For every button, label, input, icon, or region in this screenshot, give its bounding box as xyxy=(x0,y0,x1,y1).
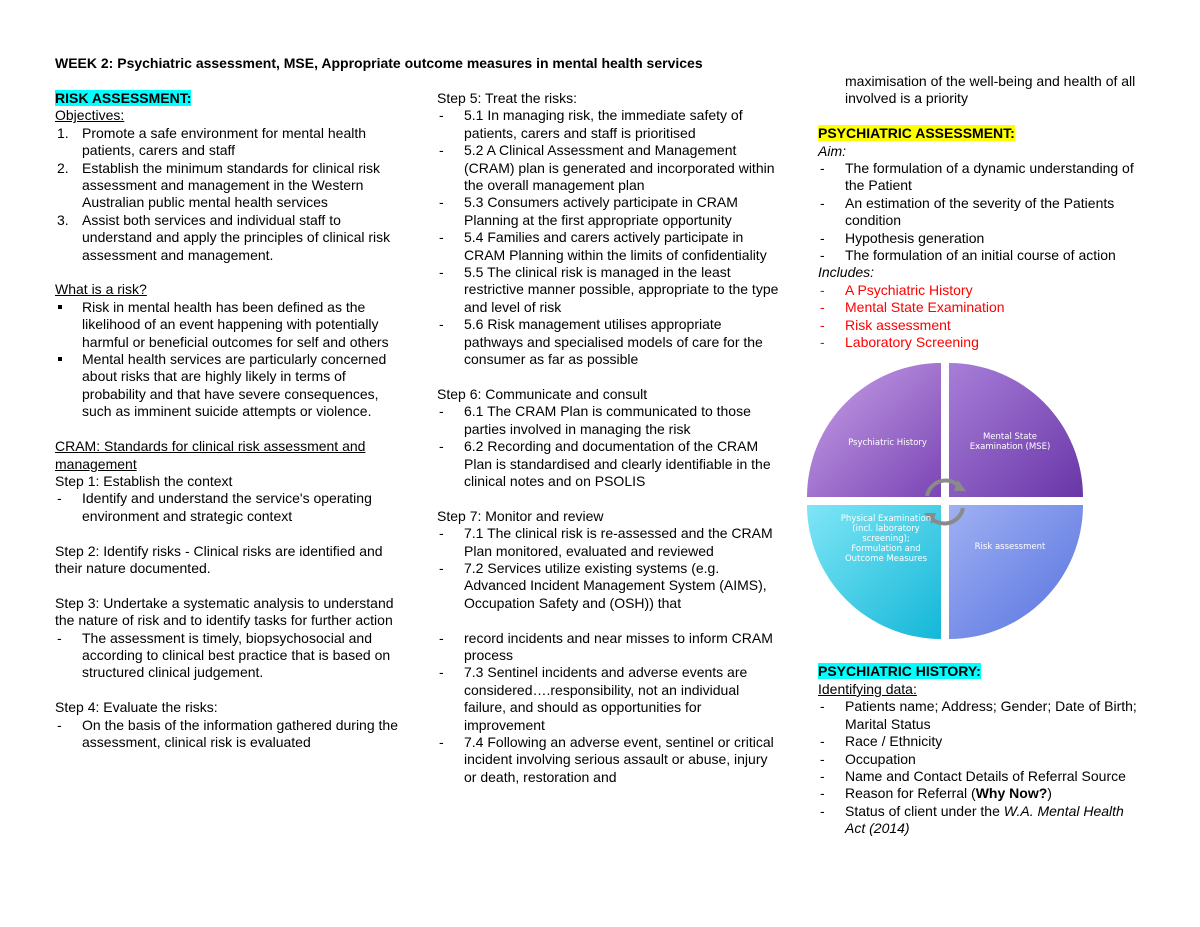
objectives-label: Objectives: xyxy=(55,107,125,124)
list-item: - 5.4 Families and carers actively participate in CRAM Planning within the limits of confidentiality xyxy=(439,229,767,263)
list-item: - 7.2 Services utilize existing systems (e.g. Advanced Incident Management System (AIMS), Occupation Safety and (OSH)) that xyxy=(439,559,767,611)
list-item: - 6.1 The CRAM Plan is communicated to those parties involved in managing the risk xyxy=(439,403,751,437)
cram-label: CRAM: Standards for clinical risk assessment and management xyxy=(55,438,366,472)
quadrant-psychiatric-history xyxy=(807,363,941,497)
list-item: - record incidents and near misses to inform CRAM process xyxy=(439,629,773,663)
aim-label: Aim: xyxy=(818,142,846,159)
list-item: - Reason for Referral (Why Now?) xyxy=(820,785,1052,802)
list-item: - The formulation of a dynamic understanding of the Patient xyxy=(820,160,1134,194)
list-item: - 5.6 Risk management utilises appropriate pathways and specialised models of care for the consumer as far as possible xyxy=(439,316,763,368)
objectives-list xyxy=(55,125,400,264)
list-item: - An estimation of the severity of the Patients condition xyxy=(820,194,1115,229)
psychiatric-assessment-heading: PSYCHIATRIC ASSESSMENT: xyxy=(818,125,1015,142)
continuation-text: maximisation of the well-being and health of all involved is a priority xyxy=(845,73,1136,107)
step4-label: Step 4: Evaluate the risks: xyxy=(55,699,218,716)
quadrant-label-psychiatric-history: Psychiatric History xyxy=(848,438,927,449)
list-item: - Name and Contact Details of Referral Source xyxy=(820,767,1126,784)
list-item: 3. Assist both services and individual staff to understand and apply the principles of clinical risk assessment and management. xyxy=(57,211,391,263)
risk-bullets xyxy=(55,299,400,421)
step3-label: Step 3: Undertake a systematic analysis to understand the nature of risk and to identify tasks for further action xyxy=(55,594,394,629)
list-item: - 5.2 A Clinical Assessment and Management (CRAM) plan is generated and incorporated within the overall management plan xyxy=(439,142,775,194)
column-2 xyxy=(437,90,782,786)
psychiatric-history-heading: PSYCHIATRIC HISTORY: xyxy=(818,663,981,680)
list-item: - On the basis of the information gathered during the assessment, clinical risk is evaluated xyxy=(57,716,398,750)
list-item: - Hypothesis generation xyxy=(820,229,985,246)
quadrant-mse xyxy=(949,363,1083,497)
list-item: - 7.4 Following an adverse event, sentinel or critical incident involving serious assault or abuse, injury or death, restoration and xyxy=(439,733,774,785)
includes-label: Includes: xyxy=(818,264,875,281)
list-item: 2. Establish the minimum standards for clinical risk assessment and management in the Western Australian public mental health services xyxy=(57,159,380,211)
list-item: - 7.3 Sentinel incidents and adverse events are considered….responsibility, not an individual failure, and should as opportunities for improvement xyxy=(439,664,748,733)
risk-assessment-heading: RISK ASSESSMENT: xyxy=(55,90,192,106)
quadrant-label-physical-exam: Physical Examination (incl. laboratory screening); Formulation and Outcome Measures xyxy=(840,514,932,565)
list-item: - The formulation of an initial course of action xyxy=(820,247,1116,264)
list-item: - Occupation xyxy=(820,750,916,767)
list-item: - Laboratory Screening xyxy=(820,334,979,351)
what-is-risk-label: What is a risk? xyxy=(55,281,147,298)
list-item: - 5.1 In managing risk, the immediate safety of patients, carers and staff is prioritised xyxy=(439,107,743,141)
assessment-cycle-diagram xyxy=(800,358,1095,648)
step5-label: Step 5: Treat the risks: xyxy=(437,90,578,106)
step6-label: Step 6: Communicate and consult xyxy=(437,385,648,402)
list-item: - 7.1 The clinical risk is re-assessed and the CRAM Plan monitored, evaluated and reviewed xyxy=(439,525,773,559)
list-item: - Status of client under the W.A. Mental Health Act (2014) xyxy=(820,802,1124,837)
quadrant-label-risk: Risk assessment xyxy=(974,542,1046,553)
list-item: Mental health services are particularly concerned about risks that are highly likely in terms of probability and that have severe consequences, such as imminent suicide attempts or violence. xyxy=(55,351,400,421)
list-item: 1. Promote a safe environment for mental health patients, carers and staff xyxy=(57,124,367,159)
cycle-pie xyxy=(800,358,1095,648)
list-item: - A Psychiatric History xyxy=(820,281,973,298)
column-1 xyxy=(55,90,400,751)
list-item: Risk in mental health has been defined as the likelihood of an event happening with potentially harmful or beneficial outcomes for self and others xyxy=(55,299,400,351)
list-item: - Patients name; Address; Gender; Date of Birth; Marital Status xyxy=(820,698,1137,732)
list-item: - Risk assessment xyxy=(820,316,951,333)
quadrant-label-mse: Mental State Examination (MSE) xyxy=(969,432,1051,453)
page-title: WEEK 2: Psychiatric assessment, MSE, Appropriate outcome measures in mental health services xyxy=(55,55,703,71)
step2-label: Step 2: Identify risks - Clinical risks are identified and their nature documented. xyxy=(55,542,383,576)
identifying-data-label: Identifying data: xyxy=(818,680,917,697)
list-item: - 6.2 Recording and documentation of the CRAM Plan is standardised and clearly identifiable in the clinical notes and on PSOLIS xyxy=(439,438,771,489)
list-item: - The assessment is timely, biopsychosocial and according to clinical best practice that is based on structured clinical judgement. xyxy=(57,629,391,681)
quadrant-risk xyxy=(949,505,1083,639)
list-item: - Race / Ethnicity xyxy=(820,733,943,750)
column-3 xyxy=(818,73,1143,838)
step7-label: Step 7: Monitor and review xyxy=(437,507,604,524)
list-item: - 5.3 Consumers actively participate in CRAM Planning at the first appropriate opportunity xyxy=(439,194,738,228)
list-item: - Identify and understand the service's operating environment and strategic context xyxy=(57,490,372,524)
list-item: - 5.5 The clinical risk is managed in the least restrictive manner possible, appropriate to the type and level of risk xyxy=(439,264,779,315)
list-item: - Mental State Examination xyxy=(820,299,1005,316)
step1-label: Step 1: Establish the context xyxy=(55,472,233,489)
